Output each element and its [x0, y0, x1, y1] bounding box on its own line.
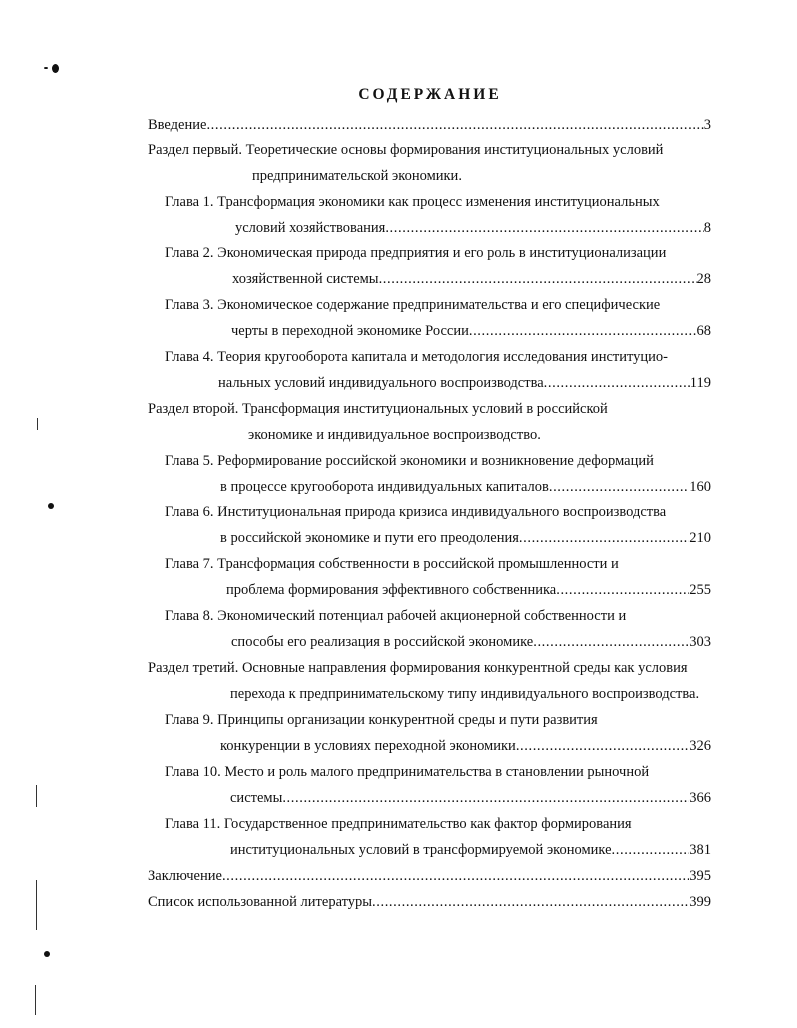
- toc-page-number: 399: [689, 894, 711, 910]
- leader-dots: [206, 117, 703, 134]
- toc-chapter-title: Глава 6. Институциональная природа кризиса индивидуального воспроизводства: [165, 504, 667, 520]
- toc-entry-label: способы его реализация в российской экономике: [231, 634, 534, 650]
- toc-entry-label: Введение: [148, 117, 207, 133]
- toc-chapter-title: Глава 11. Государственное предпринимательство как фактор формирования: [165, 816, 632, 832]
- scan-speck: [44, 67, 48, 69]
- toc-chapter-title: Глава 3. Экономическое содержание предпринимательства и его специфические: [165, 297, 661, 313]
- toc-chapter-title: Глава 7. Трансформация собственности в российской промышленности и: [165, 556, 619, 572]
- toc-section-heading: Раздел второй. Трансформация институциональных условий в российской: [148, 401, 608, 417]
- leader-dots: [544, 375, 690, 392]
- scan-mark: [35, 985, 36, 1015]
- leader-dots: [385, 220, 703, 237]
- toc-entry-label: проблема формирования эффективного собственника: [226, 582, 557, 598]
- toc-chapter-entry: [220, 479, 711, 496]
- toc-page-number: 366: [689, 790, 711, 806]
- toc-chapter-entry: [230, 790, 711, 807]
- toc-chapter-entry: [230, 842, 711, 859]
- toc-chapter-title: Глава 1. Трансформация экономики как процесс изменения институциональных: [165, 194, 660, 210]
- toc-chapter-title: Глава 9. Принципы организации конкурентной среды и пути развития: [165, 712, 598, 728]
- leader-dots: [519, 530, 689, 547]
- toc-page-number: 255: [689, 582, 711, 598]
- toc-entry-intro: [148, 117, 711, 134]
- leader-dots: [556, 582, 689, 599]
- toc-chapter-entry: [218, 375, 711, 392]
- page-title: СОДЕРЖАНИЕ: [358, 86, 502, 103]
- toc-page-number: 326: [689, 738, 711, 754]
- leader-dots: [533, 634, 689, 651]
- scan-mark: [36, 880, 37, 930]
- leader-dots: [379, 271, 697, 288]
- toc-section-heading-cont: экономике и индивидуальное воспроизводство.: [248, 427, 541, 443]
- toc-page-number: 68: [696, 323, 711, 339]
- toc-section-heading: Раздел третий. Основные направления формирования конкурентной среды как условия: [148, 660, 688, 676]
- toc-entry-conclusion: [148, 868, 711, 885]
- toc-page-number: 3: [703, 117, 711, 133]
- toc-entry-label: в процессе кругооборота индивидуальных капиталов: [220, 479, 549, 495]
- toc-entry-label: нальных условий индивидуального воспроизводства: [218, 375, 544, 391]
- toc-section-heading-cont: предпринимательской экономики.: [252, 168, 462, 184]
- leader-dots: [282, 790, 689, 807]
- toc-entry-label: Заключение: [148, 868, 222, 884]
- toc-chapter-title: Глава 8. Экономический потенциал рабочей акционерной собственности и: [165, 608, 627, 624]
- toc-chapter-entry: [231, 634, 711, 651]
- leader-dots: [222, 868, 689, 885]
- toc-entry-label: конкуренции в условиях переходной экономики: [220, 738, 516, 754]
- toc-chapter-title: Глава 4. Теория кругооборота капитала и методология исследования институцио-: [165, 349, 668, 365]
- toc-chapter-title: Глава 10. Место и роль малого предпринимательства в становлении рыночной: [165, 764, 650, 780]
- leader-dots: [469, 323, 697, 340]
- toc-chapter-entry: [220, 530, 711, 547]
- toc-chapter-title: Глава 2. Экономическая природа предприятия и его роль в институционализации: [165, 245, 667, 261]
- toc-chapter-entry: [226, 582, 711, 599]
- scan-mark: [36, 785, 37, 807]
- toc-entry-label: системы: [230, 790, 283, 806]
- scan-mark: [37, 418, 38, 430]
- toc-entry-label: Список использованной литературы: [148, 894, 373, 910]
- toc-chapter-entry: [220, 738, 711, 755]
- toc-chapter-entry: [235, 220, 711, 237]
- toc-entry-label: хозяйственной системы: [232, 271, 379, 287]
- leader-dots: [612, 842, 690, 859]
- toc-page-number: 303: [689, 634, 711, 650]
- toc-chapter-entry: [232, 271, 711, 288]
- toc-page-number: 160: [689, 479, 711, 495]
- toc-page-number: 395: [689, 868, 711, 884]
- scan-speck: [52, 64, 59, 73]
- scan-speck: [44, 951, 50, 957]
- toc-chapter-title: Глава 5. Реформирование российской экономики и возникновение деформаций: [165, 453, 654, 469]
- scan-speck: [48, 503, 54, 509]
- toc-page-number: 8: [703, 220, 711, 236]
- toc-entry-label: институциональных условий в трансформируемой экономике: [230, 842, 612, 858]
- leader-dots: [372, 894, 689, 911]
- toc-page-number: 119: [689, 375, 711, 391]
- toc-entry-label: черты в переходной экономике России: [231, 323, 469, 339]
- toc-section-heading-cont: перехода к предпринимательскому типу индивидуального воспроизводства.: [230, 686, 700, 702]
- toc-page-number: 28: [696, 271, 711, 287]
- toc-page-number: 381: [689, 842, 711, 858]
- leader-dots: [549, 479, 689, 496]
- leader-dots: [516, 738, 689, 755]
- toc-page-number: 210: [689, 530, 711, 546]
- toc-entry-label: условий хозяйствования: [235, 220, 386, 236]
- toc-entry-references: [148, 894, 711, 911]
- toc-chapter-entry: [231, 323, 711, 340]
- toc-section-heading: Раздел первый. Теоретические основы формирования институциональных условий: [148, 142, 664, 158]
- toc-entry-label: в российской экономике и пути его преодоления: [220, 530, 519, 546]
